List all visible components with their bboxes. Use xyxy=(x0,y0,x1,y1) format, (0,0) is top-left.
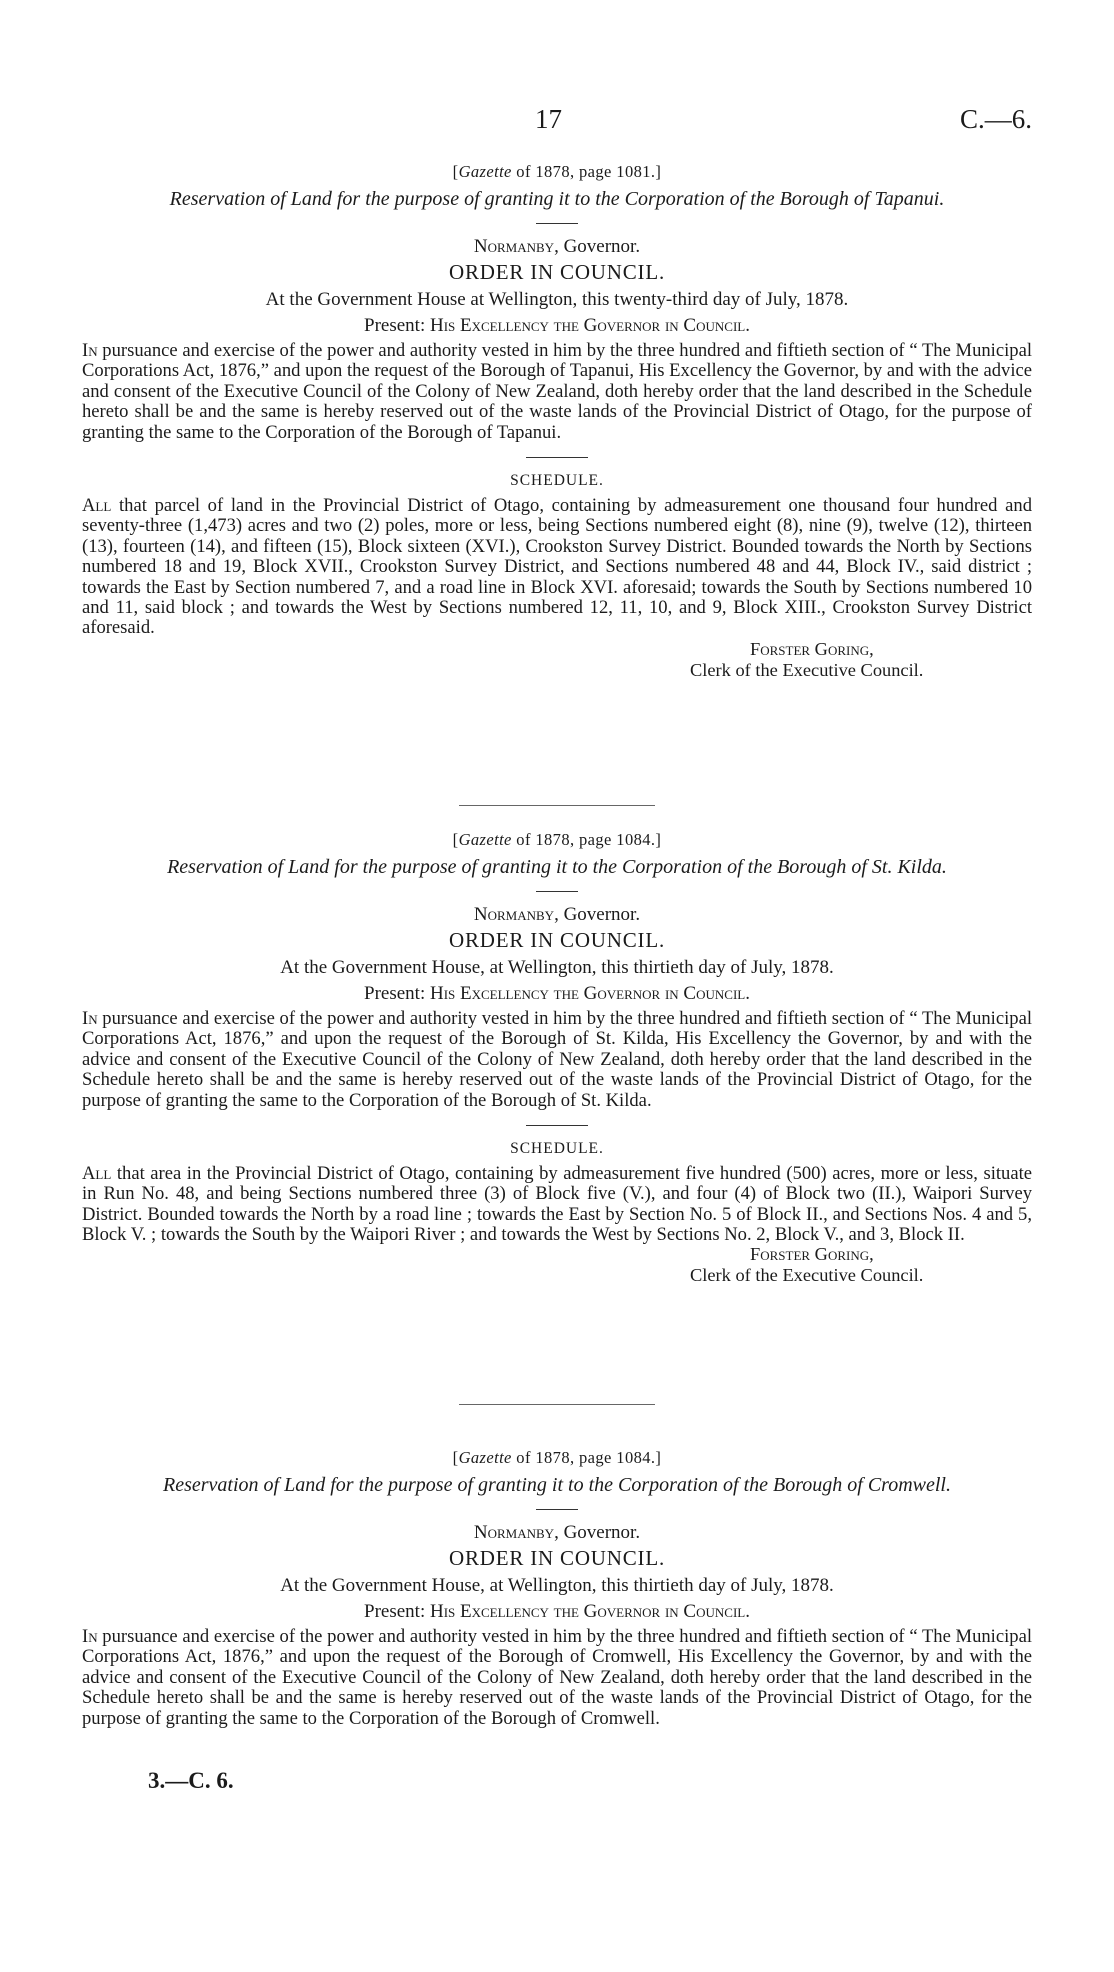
present-line: Present: His Excellency the Governor in Council. xyxy=(364,315,750,336)
signature-block xyxy=(690,639,1032,681)
order-paragraph: In pursuance and exercise of the power and authority vested in him by the three hundred and fiftieth section of “ The Municipal Corporations Act, 1876,” and upon the request of the Borough of Tapanui, His Excellency the Governor, by and with the advice and consent of the Executive Council of the Colony of New Zealand, doth hereby order that the land described in the Schedule hereto shall be and the same is hereby reserved out of the waste lands of the Provincial District of Otago, for the purpose of granting the same to the Corporation of the Borough of Tapanui. xyxy=(82,340,1032,443)
section-st-kilda xyxy=(82,830,1032,1286)
schedule-paragraph: All that parcel of land in the Provincial District of Otago, containing by admeasurement one thousand four hundred and seventy-three (1,473) acres and two (2) poles, more or less, being Sections numbered eight (8), nine (9), twelve (12), thirteen (13), fourteen (14), and fifteen (15), Block sixteen (XVI.), Crookston Survey District. Bounded towards the North by Sections numbered 18 and 19, Block XVII., Crookston Survey District, and Sections numbered 48 and 44, Block IV., said district ; towards the East by Section numbered 7, and a road line in Block XVI. aforesaid; towards the South by Sections numbered 10 and 11, said block ; and towards the West by Sections numbered 12, 11, 10, and 9, Block XIII., Crookston Survey District aforesaid. xyxy=(82,495,1032,639)
section-cromwell xyxy=(82,1448,1032,1729)
divider xyxy=(526,1125,588,1126)
section-tapanui xyxy=(82,162,1032,681)
schedule-paragraph: All that area in the Provincial District of Otago, containing by admeasurement five hundred (500) acres, more or less, situate in Run No. 48, and being Sections numbered three (3) of Block five (V.), and four (4) of Block two (II.), Waipori Survey District. Bounded towards the North by a road line ; towards the East by Section No. 5 of Block II., and Sections Nos. 4 and 5, Block V. ; towards the South by the Waipori River ; and towards the West by Sections No. 2, Block V., and 3, Block II. xyxy=(82,1163,1032,1246)
order-in-council-heading: ORDER IN COUNCIL. xyxy=(448,928,665,952)
signatory-name: Forster Goring, xyxy=(750,638,874,659)
schedule-heading: SCHEDULE. xyxy=(510,472,604,490)
divider xyxy=(536,891,578,892)
gazette-reference: [Gazette of 1878, page 1081.] xyxy=(452,162,662,181)
order-in-council-heading: ORDER IN COUNCIL. xyxy=(448,260,665,284)
signatory-title: Clerk of the Executive Council. xyxy=(690,659,924,680)
divider xyxy=(536,1509,578,1510)
schedule-heading: SCHEDULE. xyxy=(510,1140,604,1158)
gazette-reference: [Gazette of 1878, page 1084.] xyxy=(452,1448,662,1467)
signatory-title: Clerk of the Executive Council. xyxy=(690,1264,924,1285)
reservation-title: Reservation of Land for the purpose of granting it to the Corporation of the Borough of Cromwell. xyxy=(163,1474,951,1496)
divider xyxy=(536,223,578,224)
page-header xyxy=(0,104,1114,144)
divider xyxy=(526,457,588,458)
section-separator xyxy=(459,1404,655,1405)
governor-line: Normanby, Governor. xyxy=(473,236,641,257)
location-date-line: At the Government House, at Wellington, this thirtieth day of July, 1878. xyxy=(280,1575,834,1596)
order-in-council-heading: ORDER IN COUNCIL. xyxy=(448,1546,665,1570)
order-paragraph: In pursuance and exercise of the power and authority vested in him by the three hundred and fiftieth section of “ The Municipal Corporations Act, 1876,” and upon the request of the Borough of Cromwell, His Excellency the Governor, by and with the advice and consent of the Executive Council of the Colony of New Zealand, doth hereby order that the land described in the Schedule hereto shall be and the same is hereby reserved out of the waste lands of the Provincial District of Otago, for the purpose of granting the same to the Corporation of the Borough of Cromwell. xyxy=(82,1626,1032,1729)
location-date-line: At the Government House, at Wellington, this thirtieth day of July, 1878. xyxy=(280,957,834,978)
signature-block xyxy=(690,1244,1032,1286)
present-line: Present: His Excellency the Governor in Council. xyxy=(364,1601,750,1622)
reservation-title: Reservation of Land for the purpose of granting it to the Corporation of the Borough of St. Kilda. xyxy=(167,856,947,878)
present-line: Present: His Excellency the Governor in Council. xyxy=(364,983,750,1004)
page-number: 17 xyxy=(535,104,562,134)
location-date-line: At the Government House at Wellington, this twenty-third day of July, 1878. xyxy=(265,289,849,310)
gazette-reference: [Gazette of 1878, page 1084.] xyxy=(452,830,662,849)
reservation-title: Reservation of Land for the purpose of granting it to the Corporation of the Borough of Tapanui. xyxy=(169,188,945,210)
order-paragraph: In pursuance and exercise of the power and authority vested in him by the three hundred and fiftieth section of “ The Municipal Corporations Act, 1876,” and upon the request of the Borough of St. Kilda, His Excellency the Governor, by and with the advice and consent of the Executive Council of the Colony of New Zealand, doth hereby order that the land described in the Schedule hereto shall be and the same is hereby reserved out of the waste lands of the Provincial District of Otago, for the purpose of granting the same to the Corporation of the Borough of St. Kilda. xyxy=(82,1008,1032,1111)
section-separator xyxy=(459,805,655,806)
signatory-name: Forster Goring, xyxy=(750,1243,874,1264)
governor-line: Normanby, Governor. xyxy=(473,1522,641,1543)
document-reference: C.—6. xyxy=(959,104,1032,134)
signature-reference: 3.—C. 6. xyxy=(148,1768,234,1793)
governor-line: Normanby, Governor. xyxy=(473,904,641,925)
